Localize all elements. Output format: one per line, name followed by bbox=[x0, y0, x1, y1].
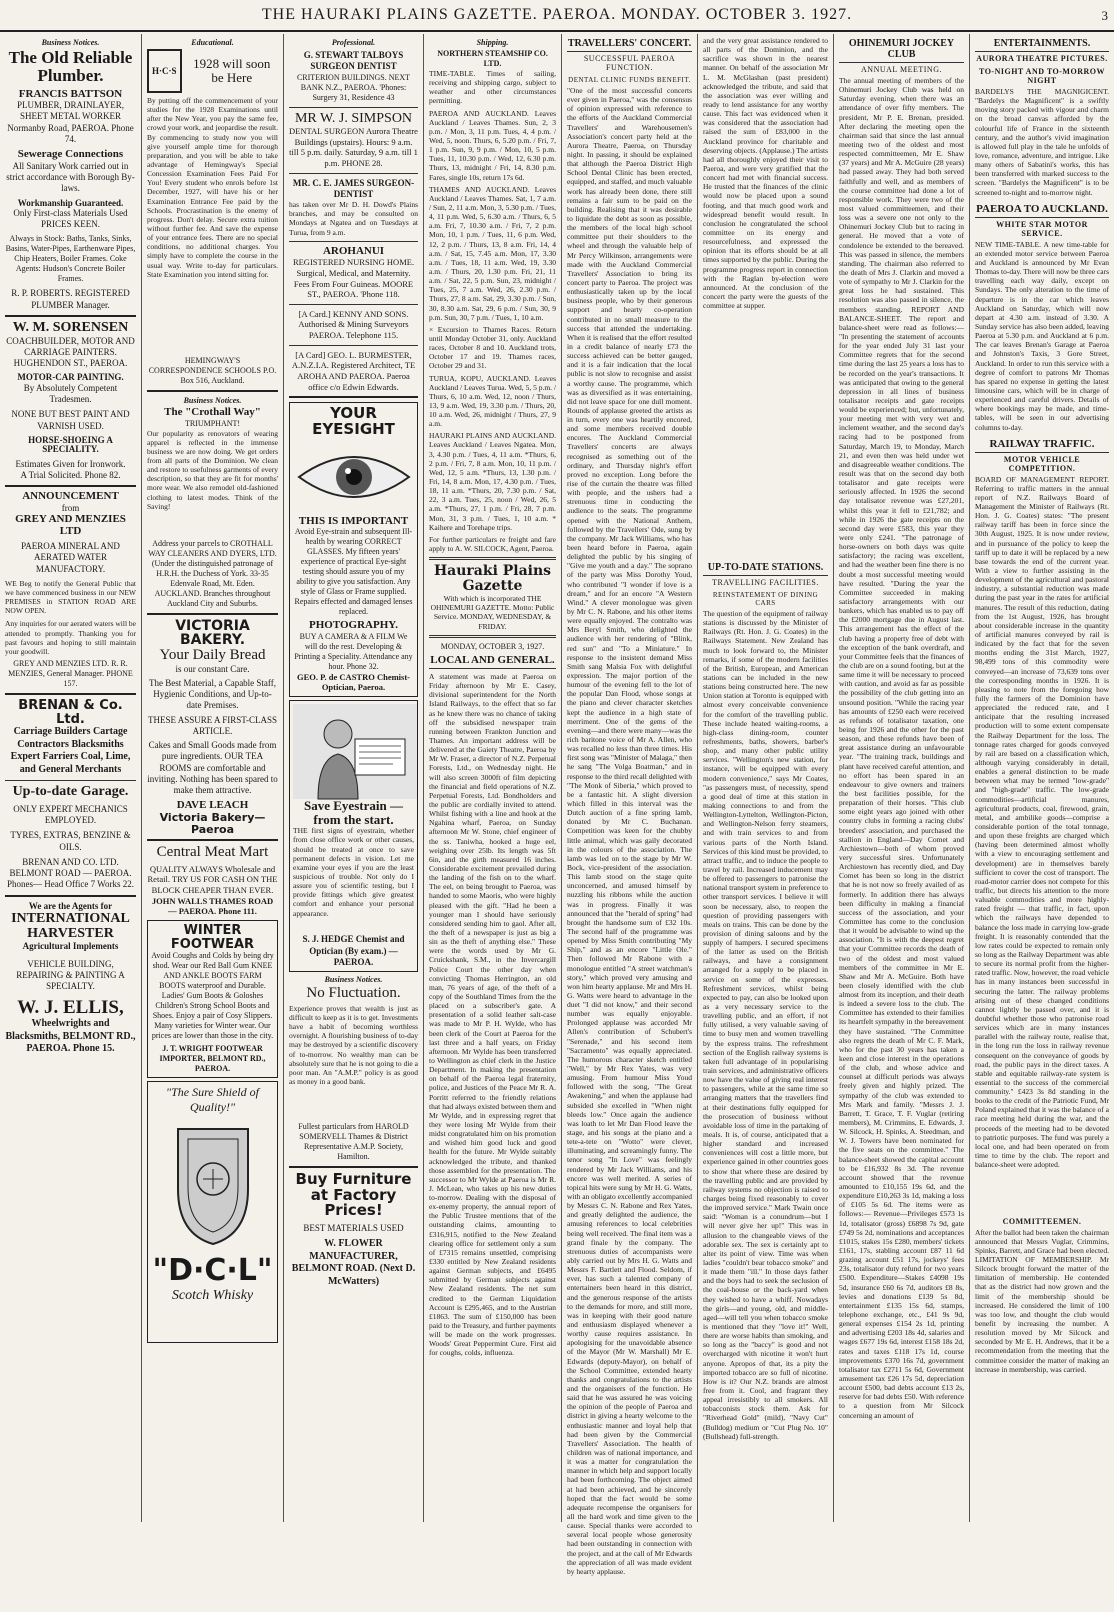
ad-heading-sorensen: W. M. SORENSEN bbox=[12, 319, 129, 335]
ad-body: THE first signs of eyestrain, whether from close office work or other causes, should be treated at once to save permanent defects in vision. Let me examine your eyes if you are the least suspicious of trouble. Not only do I assure you of scientific testing, but I provide fittings which give greatest comfort and enhance your personal appearance. bbox=[293, 826, 414, 918]
article-body: BARDELYS THE MAGNIGICENT. "Bardelys the Magnificent" is a swiftly moving story packed with vigour and charm on the broad canvas afforded by the colourful life of France in the sixteenth century, and the author's vivid imagination is allowed full play in the tale he unfolds of love, romance, adventure, and intrigue. Like many others of Sabatini's works, this has been transferred with marked success to the screen. "Bardelys the Magnificent" is to be screened to-night and to-morrow night. bbox=[975, 87, 1109, 197]
column-3 bbox=[284, 34, 424, 1522]
hcs-logo: H·C·S bbox=[147, 49, 182, 93]
ad-name: FRANCIS BATTSON bbox=[18, 87, 123, 100]
ad-heading-dcl: "D·C·L" bbox=[152, 1253, 273, 1289]
timetable-turua: TURUA, KOPU, AUCKLAND. Leaves Auckland / Leaves Turua. Wed, 5, 5 p.m. / Thurs, 6, 10 a.m. Wed, 12, noon / Thurs, 13, 9 a.m. Wed, 19, 3.30 p.m. / Thurs, 20, 10 a.m. Wed, 26, midnight / Thurs, 27, 9 a.m. bbox=[429, 373, 556, 429]
article-headline: UP-TO-DATE STATIONS. bbox=[703, 560, 828, 576]
ad-heading: GREY AND MENZIES LTD bbox=[15, 513, 126, 537]
article-body: The annual meeting of members of the Ohinemuri Jockey Club was held on Saturday evening, when there was an attendance of over fifty members. The president, Mr P. E. Brenan, presided. After declaring the meeting open the chairman said that since the last annual meeting two of the oldest and most respected committeemen, Mr E. Shaw (37 years) and Mr A. McGuire (28 years) had passed away. They had both served faithfully and well, and as members of the course committee had done a lot of responsible work. They were two of the most valued committeemen, and their loss was a severe one not only to the Ohinemuri Jockey Club but to racing in general. He moved that a vote of condolence be extended to the bereaved. This was passed in silence, the members standing. The chairman also referred to the death of Mrs J. Clarkin and moved a vote of sympathy to Mr J. Clarkin for the great loss he had sustained. This resolution was also passed in silence, the members standing. REPORT AND BALANCE-SHEET. The report and balance-sheet were read as follows:— "In presenting the statement of accounts for the year ended July 31 last your Committee regrets that for the second time during the last 25 years a loss has to be recorded on the year's transactions. It was anticipated that owing to the general depression in all lines of business totalisator receipts and gate receipts would be experienced; but, unfortunately, your meeting met with very wet and inclement weather, and the second day's racing had to be postponed from Saturday, March 19, to Monday, March 21, and even then was held under wet and disagreeable weather conditions. The result was that on the second day both totalisator and gate receipts were seriously affected. In 1926 the second day totalisator revenue was £27,201, whilst this year it fell to £21,782; and while in 1926 the gate receipts on the second day were £583, this year they were only £241. "The patronage of horse-owners on both days was quite satisfactory; the racing was excellent, and had the weather been fine there is no doubt a most successful meeting would have resulted. "During the year the Committee succeeded in making satisfactory arrangements with our bankers, which has enabled us to pay off the £2000 mortgage due in August last. This arrangement has the effect of the club having a property free of debt with the exception of the bank overdraft, and your Committee feels that the finances of the club are on a sound footing, but at the same time it will be necessary to proceed with caution, and avoid as far as possible the possibility of the club getting into an unsound position. "While the racing year has amounts of £250 each were received as refunds of totalisator taxation, one being for 1926 and the other for the past season, and these refunds have been of great assistance during an unfavourable year. "The training track, buildings and plant have received careful attention, and no effort has been spared in an endeavour to give owners and trainers the best facilities possible, for the preparation of their horses. "This club some eight years ago joined with other country clubs in forming a racing clubs' breeders' association, and purchased the stallion in England—Day Comet and Archiestown—both of whom proved very successful sires. Unfortunately Archiestown has recently died, and Day Comet has been so long in the district that he is not now so freely availed of as formerly. In addition there has always been difficulty in making a financial success of the association, and your Committee has come to the conclusion that it would be advisable to wind up the association. "It is with the deepest regret that your Committee records the death of two of the oldest and most valued members of the committee in Mr E. Shaw and Mr A. McGuire. Both have been closely identified with the club almost from its inception, and their death is indeed a severe loss to the club. The Committee has extended to their families its heartfelt sympathy in the bereavement they have sustained. "The Committee also regrets the death of Mr C. F. Mark, who for the past 30 years has taken a keen and close interest in the operations of the club, and whose advice and counsel at difficult periods was always freely given and highly prized. The sympathy of the club was extended to Mrs Mark and family. "Messrs J. J. Barrett, T. Grace, T. F. Vuglar (retiring members), M. Crimmins, E. Edwards, J. W. Silcock, H. Spinks, A. Steedman, and W. J. Towers have been nominated for the five seats on the committee." The balance-sheet showed the capital account to be £16,932 8s 3d. The revenue account showed that the revenue amounted to £10,155 19s 6d, and the expenditure £10,263 3s 1d, making a loss of £105 5s 6d. The items were as follows:— Revenue—Privileges £573 1s 1d, totalisator (gross) £6898 7s 9d, gate £749 5s 2d, nominations and acceptances £1015, stakes 15s £280, members' tickets £161, 17s, stabling account £87 11 6d grazing account £51 17s, jockeys' fees 23s, totalisator duty refund for two years £500. Expenditure—Stakes £4098 19s 5d, insurance £60 6s 7d, auditors £8 8s, levies and donations £139 5s 8d, entertainment £135 15s 6d, stamps, telephone exchange, etc., £41 9s 9d, general expenses £154 2s 1d, printing and advertising £203 18s 4d, salaries and wages £677 19s 6d, interest £158 18s 2d, rates and taxes £118 17s 1d, course improvements £370 16s 7d, government totalisator tax £2711 5s 6d, Government amusement tax £26 17s 5d, depreciation account £500, bad debts account £13 2s, reserve for bad debts £50. With reference to a question from Mr Silcock concerning an amount of bbox=[839, 76, 964, 1420]
ad-text: ONLY EXPERT MECHANICS EMPLOYED. bbox=[13, 803, 128, 826]
timetable-note: × Excursion to Thames Races. Return until Monday October 31, only. Auckland races, October 8 and 10. Auckland trots, October 17 and 19. Thames races, October 29 and 31. bbox=[429, 324, 556, 371]
ad-heading: ANNOUNCEMENT bbox=[22, 490, 119, 503]
article-subhead: AURORA THEATRE PICTURES. bbox=[976, 54, 1108, 63]
ad-text: REGISTERED NURSING HOME. Surgical, Medical, and Maternity. Fees From Four Guineas. MOORE ST., PAEROA. 'Phone 118. bbox=[292, 257, 415, 300]
section-label: Shipping. bbox=[476, 38, 509, 47]
section-label: Professional. bbox=[331, 38, 376, 47]
ad-text: Address your parcels to CROTHALL WAY CLEANERS AND DYERS, LTD. (Under the distinguished patronage of H.R.H. the Duchess of York. 33-35 Edenvale Road, Mt. Eden. AUCKLAND. Branches throughout Auckland City and Suburbs. bbox=[148, 538, 277, 608]
ad-text: GEO. P. de CASTRO Chemist-Optician, Paeroa. bbox=[296, 671, 411, 693]
article-body: A statement was made at Paeroa on Friday afternoon by Mr E. Casey, divisional superintendent for the North Island Railways, to the effect that so far as he knew there was no chance of taking off the subsidised newspaper train running between Frankton Junction and Thames. An important address will be delivered at the Gaiety Theatre, Paeroa by Mr W. Fraser, a director of N.Z. Perpetual Forests, Ltd., on Wednesday night. He will also screen 3000ft of film depicting the financial and field operations of N.Z. Perpetual Forests, Ltd. Bondholders and the public are cordially invited to attend. Whilst fishing with a line and hook at the Ngahina wharf, Paeroa, on Sunday afternoon Mr W. Stone, chief engineer of the ss. Taniwha, hooked a huge eel, weighing over 25lb. Its length was 5ft 6in, and the girth measured 16 inches. Considerable excitement prevailed during the landing of the fish on to the wharf. The eel, on being brought to Paeroa, was handed to some Maoris, who were highly pleased with the gift. "Had he been a younger man I should have seriously considered sending him to gaol. After all, the theft of a newspaper is just as big a sin as the theft of anything else." These were the words used by Mr G. Cruickshank, S.M., in the Invercargill Police Court the other day when convicting Thomas Herrington, an old man, 76 years of age, of the theft of a copy of the Southland Times from the the placed on a subscriber's gate. A presentation of a solid leather salt-case was made to Mr P. H. Wylde, who has been clerk of the Court at Paeroa for the last three and a half years, on Friday afternoon. Mr Wylde has been transferred to Wellington as chief clerk in the Justice Department. In making the presentation on behalf of the Paeroa legal fraternity, police, and Justices of the Peace Mr R. A. Porritt referred to the friendly relations that had always existed between them and Mr Wylde, and in expressing regret that they were losing Mr Wylde from their midst congratulated him on his promotion and wished him good luck and good health for the future. Mr Wylde suitably acknowledged the tribute, and thanked those assembled for the presentation. The successor to Mr Wylde at Paeroa is Mr R. J. McLean, who takes up his new duties to-morrow. Dealing with the disposal of ex-enemy property, the annual report of the Public Trustee mentions that of the outstanding claims, amounting to £316,915, notified to the New Zealand clearing office for settlement only a sum of £7315 remains unsettled, comprising £330 entitled by New Zealand residents against German subjects, and £6495 submitted by German subjects against New Zealand residents. The net sum credited to the German Liquidation Account is £295,465, and to the Austrian £1863. The sum of £150,000 has been paid to the Treasury, and further payments will be made on the work progresses. Woods' Great Peppermint Cure. First aid for coughs, colds, influenza. bbox=[429, 672, 556, 1358]
ad-text: The Best Material, a Capable Staff, Hygienic Conditions, and Up-to-date Premises. bbox=[148, 677, 277, 711]
ad-name: DAVE LEACH bbox=[176, 799, 249, 812]
ad-heading: PHOTOGRAPHY. bbox=[309, 619, 398, 632]
ad-heading: Save Eyestrain —from the start. bbox=[304, 798, 403, 827]
ad-text: BUY A CAMERA & A FILM We will do the rest. Developing & Printing a Speciality. Attendance any hour. Phone 32. bbox=[294, 631, 413, 671]
ad-text: BRENAN AND CO. LTD. BELMONT ROAD — PAEROA. Phones— Head Office 7 Works 22. bbox=[7, 856, 134, 890]
ad-text: HEMINGWAY'S CORRESPONDENCE SCHOOLS P.O. Box 516, Auckland. bbox=[148, 356, 277, 385]
ad-text: VEHICLE BUILDING, REPAIRING & PAINTING A SPECIALTY. bbox=[16, 958, 125, 992]
article-subhead: COMMITTEEMEN. bbox=[1002, 1216, 1082, 1226]
timetable-paeroa-auckland: PAEROA AND AUCKLAND. Leaves Auckland / Leaves Thames. Sun, 2, 3 p.m. / Mon, 3, 11 p.m. Tues, 4, 4 p.m. / Wed, 5, noon. Thurs, 6, 5.20 p.m. / Fri, 7, 1 p.m. Sun, 9, 9 p.m. / Mon, 10, 5 p.m. Tues, 11, 10.30 p.m. / Wed, 12, 6.30 p.m. Thurs, 13, midnight / Fri, 14, 8.30 p.m. Fares, single 10s, return 17s 6d. bbox=[429, 108, 556, 182]
ad-heading-brenan: BRENAN & Co. Ltd. bbox=[18, 697, 123, 727]
ad-text: [A Card.] KENNY AND SONS. Authorised & Mining Surveyors PAEROA. Telephone 115. bbox=[298, 308, 409, 341]
eye-illustration bbox=[294, 442, 414, 512]
shield-crest-icon bbox=[168, 1119, 258, 1249]
ad-text: TRIUMPHANT! bbox=[184, 418, 241, 428]
ad-text: GREY AND MENZIES LTD. R. R. MENZIES, General Manager. PHONE 157. bbox=[8, 658, 133, 688]
ad-text: Avoid Coughs and Colds by being dry shod. Wear our Red Ball Gum KNEE AND ANKLE BOOTS FARM BOOTS waterproof and Durable. Ladies' Gum Boots & Goloshes Children's Strong School Boots and Shoes. Enjoy a pair of Cosy Slippers. Many varieties for Winter wear. Our prices are lower than those in the city. bbox=[151, 951, 274, 1041]
ad-text: Avoid Eye-strain and subsequent Ill-health by wearing CORRECT GLASSES. My fifteen years' experience of practical Eye-sight testing should assure you of my ability to give you satisfaction. Any style of Glass or Frame supplied. Repairs effected and damaged lenses replaced. bbox=[294, 527, 413, 617]
column-2 bbox=[142, 34, 284, 1522]
ad-text: THESE ASSURE A FIRST-CLASS ARTICLE. bbox=[148, 714, 277, 736]
ad-text: NONE BUT BEST PAINT AND VARNISH USED. bbox=[11, 409, 130, 431]
ad-text: DENTAL SURGEON Aurora Theatre Buildings (upstairs). Hours: 9 a.m. till 5 p.m. daily. Saturday, 9 a.m. till 1 p.m. PHONE 28. bbox=[289, 126, 418, 169]
article-body: and the very great assistance rendered to all parts of the Dominion, and the sacrifice was shown in the nearest manner. On behalf of the association Mr L. M. McGlashan (past president) acknowledged the tribute, and said that the association was ever willing and ready to lend assistance for any worthy cause. This fact was evidenced when it was considered that the association had raised the sum of £83,000 in the Auckland province for charitable and deserving objects. (Applause.) The artists had all thoroughly enjoyed their visit to Paeroa, and were very gratified that the concert had met with financial success. He trusted that the finances of the clinic would now be placed upon a sound footing, and that much good work and widespread benefit would result. In conclusion he congratulated the school committee on its energy and resourcefulness, and expressed the opinion that its efforts should be at all times supported by the public. During the programme progress report in connection with the Raglan by-election were announced. At the conclusion of the concert the party were the guests of the committee at supper. bbox=[703, 36, 828, 311]
ad-heading: THIS IS IMPORTANT bbox=[298, 514, 409, 527]
section-headline: ENTERTAINMENTS. bbox=[975, 36, 1109, 52]
ad-text: We are the Agents for bbox=[28, 900, 113, 911]
section-label: Business Notices. bbox=[41, 38, 100, 47]
column-4 bbox=[424, 34, 562, 1522]
timetable-thames-auckland: THAMES AND AUCKLAND. Leaves Auckland / Leaves Thames. Sat, 1, 7 a.m. / Sun, 2, 11 a.m. Mon, 3, 5.30 p.m. / Tues, 4, 11 p.m. Wed, 5, 6.30 a.m. / Thurs, 6, 5 a.m. Fri, 7, 10.30 a.m. / Fri, 7, 2 p.m. Mon, 10, 1 p.m. / Tues, 11, 6 p.m. Wed, 12, 2 p.m. / Thurs, 13, 8 a.m. Fri, 14, 4 a.m. / Sat, 15, 7.45 a.m. Mon, 17, 3.30 a.m. / Tues, 18, 11 a.m. Wed, 19, 3.30 a.m. / Thurs, 20, 1.30 p.m. Fri, 21, 11 a.m. / Sat, 22, 5 p.m. Sun, 23, midnight / Tues, 25, 7 a.m. Wed, 26, 2.30 p.m. / Thurs, 27, 8 a.m. Sat, 29, 3.30 p.m. / Sun, 30, 8.30 a.m. Sat, 29, 6 p.m. / Sun, 30, 9 p.m. Sun, 30, 7 p.m. / Tues, 1, 10 a.m. bbox=[429, 184, 556, 322]
ad-text: [A Card] GEO. L. BURMESTER, A.N.Z.I.A. Registered Architect, TE AROHA AND PAEROA. Paeroa office c/o Edwin Edwards. bbox=[291, 349, 416, 392]
ad-body: WE Beg to notify the General Public that we have commenced business in our NEW PREMISES in STATION ROAD ARE NOW OPEN. bbox=[5, 578, 136, 616]
man-reading-illustration bbox=[293, 704, 417, 799]
section-label: Business Notices. bbox=[324, 975, 383, 985]
article-headline: LOCAL AND GENERAL. bbox=[429, 652, 556, 669]
ad-text: QUALITY ALWAYS Wholesale and Retail. TRY US FOR CASH ON THE BLOCK CHEAPER THAN EVER. bbox=[147, 863, 278, 896]
article-subhead: ANNUAL MEETING. bbox=[861, 65, 942, 74]
article-subhead: TRAVELLING FACILITIES. bbox=[712, 578, 819, 587]
ad-heading: Workmanship Guaranteed. bbox=[17, 197, 124, 208]
column-5 bbox=[562, 34, 698, 1576]
ad-text: By Absolutely Competent Tradesmen. bbox=[23, 382, 118, 405]
section-label: Business Notices. bbox=[183, 396, 242, 405]
ad-heading: YOUR EYESIGHT bbox=[312, 404, 395, 438]
ad-text: Scotch Whisky bbox=[171, 1288, 254, 1304]
ad-body: Our popularity as renovators of wearing apparel is reflected in the immense business we are now doing. We get orders from all parts of the Dominion. We clean and restore to usefulness garments of every description, so that they are fit for months' more wear. We also remodel old-fashioned clothing to latest modes. Think of the Saving! bbox=[147, 428, 278, 511]
ad-heading: AROHANUI bbox=[322, 244, 385, 257]
ad-body: Any inquiries for our aerated waters will be attended to promptly. Thanking you for past favours and hoping to still maintain your goodwill. bbox=[5, 619, 136, 656]
ad-text: Wheelwrights and Blacksmiths, BELMONT RD., PAEROA. Phone 15. bbox=[5, 1018, 136, 1055]
section-label: Educational. bbox=[191, 38, 234, 47]
ad-heading-plumber: The Old Reliable Plumber. bbox=[8, 48, 133, 85]
timetable-hauraki: HAURAKI PLAINS AND AUCKLAND. Leaves Auckland / Leaves Ngatea. Mon, 3, 4.30 p.m. / Tues, 4, 11 a.m. *Thurs, 6, 2 p.m. / Fri, 7, 8 a.m. Mon, 10, 11 p.m. / Wed, 12, 5 a.m. *Thurs, 13, 1.30 p.m. / Fri, 14, 8 a.m. Mon, 17, 4.30 p.m. / Tues, 18, 11 a.m. *Thurs, 20, 7.30 p.m. / Sat, 22, 3 a.m. Tues, 25, noon / Wed, 26, 5 a.m. *Thurs, 27, 1 p.m. / Fri, 28, 7 p.m. Mon, 31, 3 p.m. / Tues, 1, 10 a.m. * Kaihere and Torehape trips. bbox=[429, 431, 556, 532]
ad-text: Only First-class Materials Used PRICES KEEN. bbox=[13, 207, 128, 230]
article-headline: TRAVELLERS' CONCERT. bbox=[567, 36, 692, 52]
ad-text: PLUMBER, DRAINLAYER, SHEET METAL WORKER bbox=[17, 100, 124, 122]
nameplate-text: With which is incorporated THE OHINEMURI GAZETTE. Motto: Public Service. MONDAY, WEDNESDAY, & FRIDAY. bbox=[430, 593, 555, 631]
ad-heading: Central Meat Mart bbox=[156, 844, 269, 861]
article-subhead: SUCCESSFUL PAEROA FUNCTION. bbox=[583, 54, 676, 72]
article-body: NEW TIME-TABLE. A new time-table for an extended motor service between Paeroa and Auckland is announced by Mr Evan Thomas to-day. There will now be three cars travelling each way daily, except on Sundays. The only alteration to the time of departure is in the car which leaves Auckland on Saturday, which will now depart at 4.30 a.m. instead of 3.30. A Sunday service has also been added, leaving Paeroa at 5.30 p.m. and Auckland at 6 p.m. The car leaves Brenan's Garage at Paeroa and Johnston's Taxis, 3 Gore Street, Auckland. In order to run this service with a degree of comfort to patrons Mr Thomas has spared no expense in getting the latest limousine cars, which will be in charge of experienced and careful drivers. Details of where bookings may be made, and time-tables, will be seen in our advertising columns to-day. bbox=[975, 239, 1109, 432]
ad-heading: Buy Furniture at Factory Prices! bbox=[295, 1169, 412, 1220]
ad-name: G. STEWART TALBOYS SURGEON DENTIST bbox=[303, 50, 404, 72]
ad-heading: 1928 will soon be Here bbox=[193, 56, 271, 85]
ad-heading: WINTER FOOTWEAR bbox=[170, 922, 255, 952]
article-headline: OHINEMURI JOCKEY CLUB bbox=[839, 36, 964, 63]
ad-heading: Victoria Bakery—Paeroa bbox=[159, 810, 266, 836]
ad-heading-harvester: INTERNATIONAL HARVESTER bbox=[11, 910, 130, 941]
ad-text: TYRES, EXTRAS, BENZINE & OILS. bbox=[10, 830, 131, 852]
newspaper-nameplate: Hauraki Plains Gazette bbox=[433, 563, 552, 594]
ad-text: Normanby Road, PAEROA. Phone 74. bbox=[7, 122, 134, 144]
ad-body: has taken over Mr D. H. Dowd's Plains branches, and may be consulted on Mondays at Ngatea and on Tuesdays at Turua, from 9 a.m. bbox=[289, 200, 418, 237]
column-8 bbox=[970, 34, 1114, 1522]
article-body: After the ballot had been taken the chairman announced that Messrs Vuglar, Crimmins, Spinks, Barrett, and Grace had been elected. LIMITATION OF MEMBERSHIP. Mr Silcock brought forward the matter of the limitation of membership. He contended that as the district had now grown and the limit of the membership should be increased. He considered the limit of 100 was too low, and thought the club would benefit by increasing the number. A resolution moved by Mr Silcock and seconded by Mr E. H. Andrews, that it be a recommendation from the meeting that the committee consider the matter of making an increase in membership, was carried. bbox=[975, 1227, 1109, 1374]
ad-text: R. P. ROBERTS. REGISTERED PLUMBER Manager. bbox=[11, 288, 130, 310]
ad-text: CRITERION BUILDINGS. NEXT BANK N.Z., PAEROA. 'Phones: Surgery 31, Residence 43 bbox=[296, 72, 411, 102]
ad-body: Experience proves that wealth is just as difficult to keep as it is to get. Investments have a habit of becoming worthless overnight. A flourishing business of to-day may be destroyed by a scientific discovery of to-morrow. No wealthy man can be absolutely sure that he is not going to die a poor man. An "A.M.P." policy is as good as money in a good bank. bbox=[289, 1003, 418, 1086]
ad-heading: Your Daily Bread bbox=[159, 646, 266, 663]
ad-text: PAEROA MINERAL AND AERATED WATER MANUFACTORY. bbox=[21, 541, 120, 574]
article-headline: PAEROA TO AUCKLAND. bbox=[975, 201, 1109, 218]
article-subhead: DENTAL CLINIC FUNDS BENEFIT. bbox=[568, 76, 691, 84]
ad-text: Fullest particulars from HAROLD SOMERVELL Thames & District Representative A.M.P. Society, Hamilton. bbox=[298, 1121, 409, 1161]
column-7 bbox=[834, 34, 970, 1522]
timetable-intro: TIME-TABLE. Times of sailing, receiving and shipping cargo, subject to weather and other circumstances permitting. bbox=[429, 69, 556, 106]
ad-body: By putting off the commencement of your studies for the 1928 Examinations until after the New Year, you pay the same fee, crowd your work, and jeopardise the result. By commencing to study now you will give yourself ample time for thorough preparation, and you will be able to take advantage of Hemingway's Special Concession Examination Fees Paid For You! Every student who enrols before 1st December, 1927, will have his or her Examination Entrance Fee paid by the Schools. Procrastination is the enemy of progress. Don't delay. Secure extra tuition without further fee. And save the expense of your entrance fees. There are no special conditions, no additional charges. You simply have to complete the course in the usual way. Write to-day for particulars. State Examination you intend sitting for. bbox=[147, 96, 278, 279]
article-headline: RAILWAY TRAFFIC. bbox=[975, 436, 1109, 453]
ad-text: Estimates Given for Ironwork. bbox=[15, 458, 126, 469]
ad-text: JOHN WALLS THAMES ROAD — PAEROA. Phone 111. bbox=[151, 895, 274, 917]
article-body: "One of the most successful concerts ever given in Paeroa," was the consensus of opinion expressed with reference to the efforts of the Auckland Commercial Travellers' and Warehousemen's Association's concert party held at the Aurora Theatre, Paeroa, on Thursday night. In passing, it should be explained that although the Paeroa District High School Dental Clinic has been erected, equipped, and staffed, and much valuable work has already been done, there still remains a fair sum to be paid on the building. Realising that it was desirable to liquidate the debt as soon as possible, the members of the local high school committee put their shoulders to the wheel and through the valuable help of Mr Percy Wilkinson, arrangements were made with the Auckland Commercial Travellers' Association to bring its concert party to Paeroa. The project was enthusiastically taken up by the local business people, who by their generous support and hearty co-operation contributed in no small measure to the success that attended the undertaking. When it is realised that the effort resulted in a credit balance of nearly £73 the success achieved can be better gauged, and it is a fair indication that the local public is not slow to recognise and assist a worthy cause. The programme, which was as diversified as it was entertaining, did not leave space for one dull moment. Rounds of applause greeted the artists as in turn, every one was heartily encored, and some members received double encores. The Auckland Commercial Travellers' concerts are always recognised as something out of the ordinary, and Thursday night's effort proved no exception. Long before the rise of the curtain the theatre was filled with people, and the ushers had a strenuous time in conducting the audience to the seats. The programme opened with the National Anthem, followed by the Travellers' Ode, sung by the company. Mr Jack Williams, who has been heard before in Paeroa, again delighted the public by his singing of "Give me youth and a day." The soprano of the party was Miss Dorothy Youd, who contributed "I wonder if love is a dream," and for an encore "A Western Wind." A clever monologue was given by Mr C. N. Rabone, and his other items were equally enjoyed. The contralto was Mrs Beryl Smith, who delighted the audience with her rendering of "Blink, red sun" and "To a Miniature." In response to the insistent demand Miss Smith sang Malsia Fox with delightful expression. The major portion of the humour of the evening fell to the lot of the popular Dan Flood, whose songs at the piano and clever character sketches kept the audience in a high state of merriment. One of the gems of the evening—and there were many—was the rich baritone voice of Mr A. Allen, who was recalled no less than three times. His first song was "Minister of Malaga," then he sang "The Volga Boatman," and in response to the third recall delighted with "The Monk of Siberia," which proved to be a fantastic hit. A slight diversion which filled in this interval was the Dutch auction of a fine spring lamb, donated by Mr C. Buchanan. Competition was keen for the chubby little animal, which was gaily decorated in the colours of the association. The lamb was led on to the stage by Mr W. Bock, vice-president of the association. This lamb stood on the stage quite unconcerned, and amused himself by nuzzling his ribbons while the auction was in progress. Finally it was announced that the "herald of spring" had brought the handsome sum of £32 10s. The second half of the programme was opened by Miss Smith contributing "My Ship," and as an encore "Little Ole." Then followed Mr Rabone with a monologue entitled "A street watchman's story," which proved very amusing and won him hearty applause. Mr and Mrs H. G. Watts were heard to advantage in the duet "I did not know," and their second number was equally enjoyable. Prolonged applause was accorded Mr Allen's contribution of Schubert's "Serenade," and his second item "Sacramento" was equally appreciated. The humorous character sketch entitled "Well," by Mr Rex Yates, was very amusing. From humour Miss Youd followed with the song, "The Great Awakening," and when the applause had subsided she excelled in "When night bleeds low." Once again the audience was loath to let Mr Dan Flood leave the stage, and his songs at the piano and a tete-a-tete on "Wotto" were clever, illuminating, and screamingly funny. The tenor song "In Love" was feelingly rendered by Mr Jack Williams, and his encore was well merited. A series of topical hits were sung by Mr H. G. Watts, with an obligato excellently accompanied by Messrs C. N. Rabone and Rex Yates, and greatly delighted the audience, the amusing references to local celebrities being well received. The final item was a grand finale by the company. The strenuous duties of accompanists were ably carried out by Mrs H. G. Watts and Messrs F. Bartlett and Flood. Seldom, if ever, has such a talented company of entertainers been heard in this district, and the generous response of the artists to the demands for more, and still more, was in keeping with their good nature and enthusiasm displayed whenever a worthy cause requires assistance. In apologising for the unavoidable absence of the Mayor (Mr W. Marshall) Mr E. Edwards (deputy-Mayor), on behalf of the School Committee, extended hearty thanks and congratulations to the artists and the organisers of the function. He said that he was assured he was voicing the opinion of the people of Paeroa and district in giving a hearty welcome to the enthusiastic manner and loyal help that had been given by the Commercial Travellers' Association. The health of children was of national importance, and it was a matter for congratulation the manner in which help and support locally had been forthcoming. The object aimed at had been achieved, and he sincerely hoped that the fact would be some adequate recompense the organisers for all the hard work and time given to the cause. Special thanks were accorded to several local people whose generosity had been outstanding in connection with the project, and at the call of Mr Edwards the appreciation of all was made evident by hearty applause. bbox=[567, 86, 692, 1576]
ad-slogan: "The Sure Shield of Quality!" bbox=[166, 1085, 259, 1115]
ad-text: All Sanitary Work carried out in strict accordance with Borough By-laws. bbox=[6, 160, 135, 194]
ad-text: BEST MATERIALS USED bbox=[303, 1223, 404, 1234]
column-1 bbox=[0, 34, 142, 1522]
ad-text: Cakes and Small Goods made from pure ingredients. OUR TEA ROOMS are comfortable and inviting. Nothing has been spared to make them attractive. bbox=[147, 740, 278, 796]
page-columns bbox=[0, 34, 1114, 1576]
ad-text: S. J. HEDGE Chemist and Optician (By exam.) — PAEROA. bbox=[302, 934, 405, 967]
page-number: 3 bbox=[1101, 8, 1108, 23]
article-body: BOARD OF MANAGEMENT REPORT. Referring to traffic matters in the annual report of N.Z. Railways Board of Management the Minister of Railways (Rt. Hon. J. G. Coates) states: "The present railway tariff has been in force since the 30th August, 1925. It is now under review, and in pursuance of the policy to keep the tariff up to date it will be replaced by a new base towards the end of the current year. With a view to further assisting in the development of the agricultural and pastoral industry, a substantial reduction was made during the past year in the rates for artificial manures. The result of this reduction, dating from the 1st August, 1926, has brought about considerable increase in the quantity of artificial manures conveyed by rail is indicated by the fact that for the seven months ending the 31st March, 1927, 98,499 tons of this commodity were conveyed—an increase of 73,639 tons over the corresponding months in 1926. It is pleasing to note from the foregoing how fully the farmers of the Dominion have appreciated the reduced rate, and I anticipate that the resulting increased production will to some extent compensate the Railway Department for the loss. The tonnage rates charged for goods conveyed by rail are based on a classification which, although varying considerably in detail, enables a general distinction to be made between what may be termed "low-grade" and "high-grade" traffic. The low-grade commodities—artificial manures, agricultural products, coal, firewood, grain, metal, and ambilike goods—comprise a considerable portion of the total tonnage, and upon these freights are charged which (having been determined almost wholly with a view to encouraging settlement and development) are in themselves barely sufficient to cover the cost of transport. The road-motor carrier does not compete for this traffic, but directs his attention to the more valuable commodities and more highly-rated freight — that traffic, in fact, upon which the railways have depended to balance the loss made in carrying low-grade freight. It is reasonably contended that the low rates could be expected to remain only so long as the Railway Department was able to secure its normal profit from the higher-rated traffic. Now, however, the road vehicle has in many instances been successful in securing the latter. The railway problems arising out of these changed conditions cannot lightly be passed over, and it is doubtful whether those who patronise road services which are in many instances parallel with the railway route, realise that, in the long run the loss in railway revenue consequent on the conveyance of goods by road, the public pays in the direct taxes. A stable and equitable railway-rate system is essential to the success of the commercial community." £423 3s 8d standing in the books to the credit of the Patriotic Fund, Mr Poland explained that it was the balance of a race meeting held during the war, and the proceeds of the meeting had to be devoted to patriotic purposes. The fund was purely a local one, and had been operated on from time to time by the club. The report and balance-sheet were adopted. bbox=[975, 474, 1109, 1170]
article-subhead: REINSTATEMENT OF DINING CARS bbox=[712, 591, 819, 607]
ad-text: Agricultural Implements bbox=[22, 941, 119, 952]
article-subhead: TO-NIGHT AND TO-MORROW NIGHT bbox=[979, 67, 1105, 85]
ad-heading: MR W. J. SIMPSON bbox=[294, 110, 413, 126]
ad-text: A Trial Solicited. Phone 82. bbox=[20, 469, 121, 480]
ad-text: Carriage Builders Cartage Contractors Blacksmiths Expert Farriers Coal, Lime, and General Merchants bbox=[10, 726, 131, 775]
ad-text: COACHBUILDER, MOTOR AND CARRIAGE PAINTERS. HUGHENDON ST., PAEROA. bbox=[6, 335, 135, 369]
ad-text: W. FLOWER MANUFACTURER, BELMONT ROAD. (Next D. McWatters) bbox=[291, 1238, 416, 1287]
ad-name: MR. C. E. JAMES SURGEON-DENTIST bbox=[292, 177, 415, 199]
article-subhead: MOTOR VEHICLE COMPETITION. bbox=[1003, 454, 1081, 473]
ad-text: is our constant Care. bbox=[175, 663, 250, 674]
newspaper-title: THE HAURAKI PLAINS GAZETTE. PAEROA. MONDAY. OCTOBER 3. 1927. bbox=[261, 6, 853, 23]
ad-text: Always in Stock: Baths, Tanks, Sinks, Basins, Water-Pipes, Earthenware Pipes, Chip Heaters, Boiler Frames. Coke Agents: Hudson's Concrete Boiler Frames. bbox=[5, 234, 136, 284]
ad-heading: VICTORIA BAKERY. bbox=[175, 617, 250, 649]
ad-text: J. T. WRIGHT FOOTWEAR IMPORTER, BELMONT RD., PAEROA. bbox=[159, 1044, 266, 1074]
ad-heading: No Fluctuation. bbox=[306, 985, 401, 1002]
ad-heading: MOTOR-CAR PAINTING. bbox=[17, 372, 124, 383]
article-subhead: WHITE STAR MOTOR SERVICE. bbox=[996, 219, 1088, 238]
ad-heading: The "Crothall Way" bbox=[164, 406, 261, 418]
ad-heading: Up-to-date Garage. bbox=[12, 784, 129, 800]
ad-name: NORTHERN STEAMSHIP CO. LTD. bbox=[437, 49, 548, 68]
ad-heading: Sewerage Connections bbox=[17, 148, 124, 161]
ad-heading: HORSE-SHOEING A SPECIALITY. bbox=[28, 434, 113, 455]
masthead bbox=[0, 0, 1114, 32]
ad-heading-ellis: W. J. ELLIS, bbox=[17, 997, 124, 1019]
column-6 bbox=[698, 34, 834, 1522]
issue-date: MONDAY, OCTOBER 3, 1927. bbox=[440, 642, 545, 652]
article-body: The question of the equipment of railway stations is discussed by the Minister of Railways (Rt. Hon. J. G. Coates) in the Railways Statement. New Zealand has much to look forward to, the Minister remarks, if some of the modern facilities of the British, European, and American stations can be included in the new stations being constructed here. The new Union station at Toronto is equipped with almost every conceivable convenience for the comfort of the travelling public. These include heated waiting-rooms, a high-class dining-room, counter refreshments, baths, showers, barber's shop, and many other public utility services. "Wellington's new station, for instance, will be equipped with every modern convenience," says Mr Coates, "as passengers must, of necessity, spend a good deal of time at this station in making connections to and from the Wellington-Lyttelton, Wellington-Picton, and Wellington-Nelson ferry steamers, and with train services to and from various parts of the North Island. Services of this kind must be provided, to attract traffic, and to induce the people to travel by rail. Increased inducement may be offered to passengers to patronise the national transport system in preference to other transport services. I believe it will soon be necessary, also, to reopen the question of providing passengers with meals on trains. This can be done by the provision of dining saloons and by the supply of hampers. I secured specimens of the latter as used on the British railways, and have a consignment arranged for a supply to be placed in service on some of the expresses. Refreshment services, whilst being expected to pay, can also be looked upon as a very necessary service to the travelling public, and an effort, if not fully utilised, a very valuable saving of time to busy men and women travelling by the express trains. The refreshment section of the English railway systems is taken full advantage of in popularising train services, and administrative officers now have the value of giving real interest to passengers, while at the same time so arranging matters that the travellers find at their destinations fully equipped for the prosecution of business without avoidable loss of time in the partaking of meals. It is, of course, anticipated that a higher standard and increased conveniences will cost a little more, but experience gained in other countries goes to show that where these are desired by the travelling public and are provided by railway systems no objection is raised to charges being fixed reasonably to cover the improved service." Mark Twain once said: "Woman is a conundrum—but I will never give her up!" This was in allusion to the changeable views of the adorable sex. The sex is certainly apt to alter its point of view. Time was when ladies "couldn't bear tobacco smoke" and it made them "ill." In those days father and the boys had to seek the seclusion of the coal-house or the back-yard when they wished to have a whiff. Nowadays the girls—and young, old, and middle-aged—will tell you when tobacco smoke is mentioned that they "love it!" Well, there are worse habits than smoking, and so long as the "baccy" is good and not overcharged with nicotine it won't hurt anyone. Apropos of that, its a pity the imported tobacco are so full of nicotine. How is it? Our N.Z. brands are almost free from it. Cool, and fragrant they appeal irresistibly to all smokers. All tobacconists stock them. Ask for "Riverhead Gold" (mild), "Navy Cut" (Bulldog) medium or "Cut Plug No. 10" (Bullshead) full-strength. bbox=[703, 609, 828, 1441]
ad-text: from bbox=[61, 502, 80, 513]
timetable-contact: For further particulars re freight and fare apply to A. W. SILCOCK, Agent, Paeroa. bbox=[429, 534, 556, 554]
